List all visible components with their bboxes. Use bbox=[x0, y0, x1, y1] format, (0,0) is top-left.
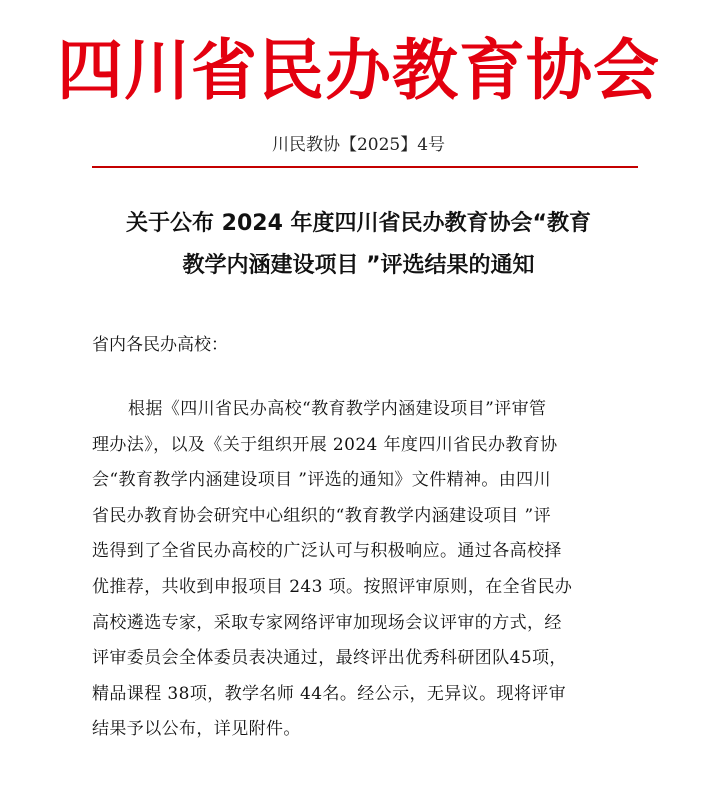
header-divider bbox=[92, 166, 638, 168]
body-line: 优推荐，共收到申报项目 243 项。按照评审原则，在全省民办 bbox=[92, 576, 573, 597]
document-title bbox=[40, 203, 677, 287]
document-number: 川民教协【2025】4号 bbox=[271, 135, 446, 155]
title-line-1: 关于公布 2024 年度四川省民办教育协会“教育 bbox=[125, 211, 591, 236]
body-line: 精品课程 38项，教学名师 44名。经公示，无异议。现将评审 bbox=[92, 683, 567, 704]
body-line: 根据《四川省民办高校“教育教学内涵建设项目”评审管 bbox=[128, 399, 547, 419]
body-line: 评审委员会全体委员表决通过，最终评出优秀科研团队45项， bbox=[92, 648, 567, 669]
body-line: 省民办教育协会研究中心组织的“教育教学内涵建设项目 ”评 bbox=[92, 505, 551, 526]
salutation: 省内各民办高校： bbox=[92, 335, 228, 355]
body-line: 理办法》，以及《关于组织开展 2024 年度四川省民办教育协 bbox=[92, 434, 558, 455]
body-line: 结果予以公布，详见附件。 bbox=[92, 719, 301, 740]
body-paragraph bbox=[92, 392, 640, 748]
body-line: 选得到了全省民办高校的广泛认可与积极响应。通过各高校择 bbox=[92, 541, 562, 562]
body-line: 高校遴选专家，采取专家网络评审加现场会议评审的方式，经 bbox=[92, 612, 562, 633]
org-masthead: 四川省民办教育协会 bbox=[57, 32, 660, 109]
title-line-2: 教学内涵建设项目 ”评选结果的通知 bbox=[182, 253, 535, 278]
body-line: 会“教育教学内涵建设项目 ”评选的通知》文件精神。由四川 bbox=[92, 470, 551, 491]
